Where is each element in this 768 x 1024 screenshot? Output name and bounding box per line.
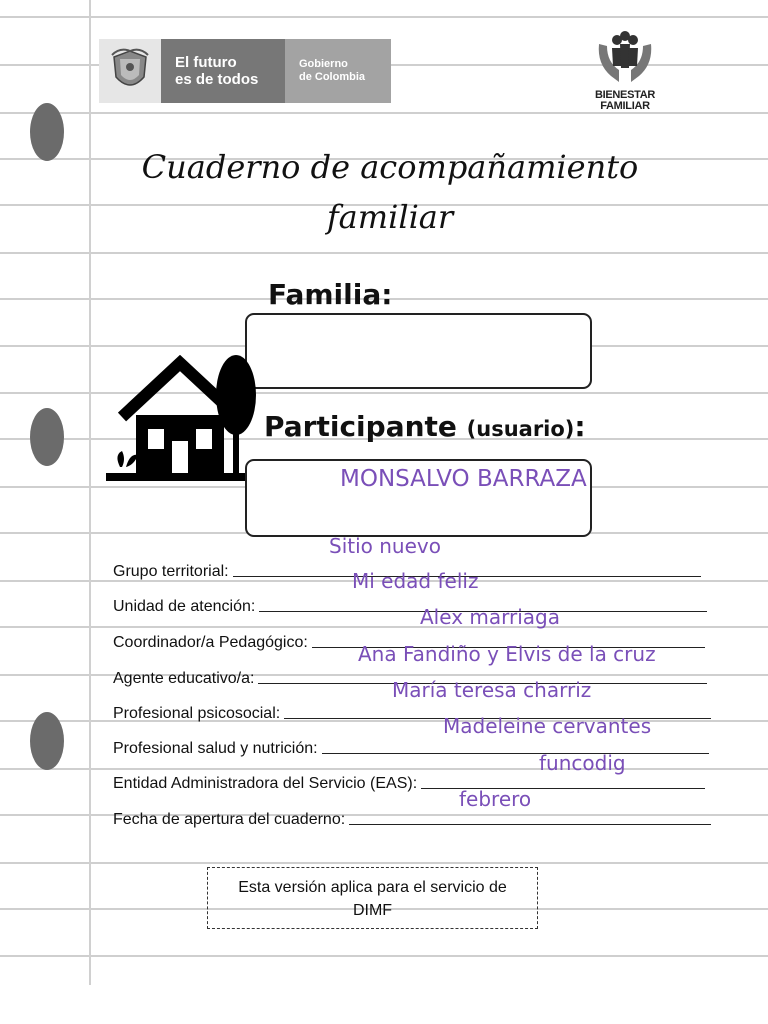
value-fecha-apertura: febrero (459, 787, 532, 811)
participante-label-text: Participante (264, 410, 457, 443)
familia-input[interactable] (245, 313, 592, 389)
page-title (120, 142, 660, 242)
bf-logo-line2: FAMILIAR (600, 100, 650, 112)
field-label: Profesional salud y nutrición: (113, 740, 318, 757)
bienestar-familiar-logo (580, 30, 670, 114)
binder-hole (30, 712, 64, 770)
field-label: Grupo territorial: (113, 563, 229, 580)
hands-family-icon (593, 30, 657, 86)
margin-line (89, 0, 91, 985)
rule-line (0, 768, 768, 770)
value-coordinador-pedagogico: Alex marriaga (420, 605, 560, 629)
field-unidad-atencion[interactable] (113, 598, 707, 616)
field-entidad-administradora[interactable] (113, 775, 705, 793)
field-label: Unidad de atención: (113, 598, 256, 615)
field-label: Profesional psicosocial: (113, 705, 281, 722)
binder-hole (30, 408, 64, 466)
familia-label: Familia: (268, 278, 393, 311)
rule-line (0, 955, 768, 957)
rule-line (0, 16, 768, 18)
title-line2: familiar (326, 198, 454, 236)
house-tree-icon (106, 355, 264, 483)
rule-line (0, 252, 768, 254)
gov-name-line2: de Colombia (299, 71, 366, 83)
value-entidad-administradora: funcodig (539, 751, 626, 775)
colombia-coat-of-arms-icon (99, 39, 161, 103)
participante-qualifier: (usuario) (466, 417, 575, 441)
field-label: Fecha de apertura del cuaderno: (113, 811, 346, 828)
participante-colon: : (574, 410, 586, 443)
field-line (349, 823, 711, 825)
rule-line (0, 862, 768, 864)
gov-slogan-line1: El futuro (175, 54, 237, 71)
binder-hole (30, 103, 64, 161)
gov-name-line1: Gobierno (299, 58, 348, 70)
value-profesional-salud: Madeleine cervantes (443, 714, 652, 738)
value-grupo-territorial: Sitio nuevo (329, 534, 441, 558)
field-label: Coordinador/a Pedagógico: (113, 634, 308, 651)
value-unidad-atencion: Mi edad feliz (352, 569, 479, 593)
version-note-line2: DIMF (352, 902, 393, 919)
gov-name (285, 39, 391, 103)
gobierno-colombia-logo (99, 39, 391, 103)
bf-logo-line1: BIENESTAR (594, 89, 656, 101)
field-fecha-apertura[interactable] (113, 811, 711, 829)
participante-value: MONSALVO BARRAZA (340, 466, 587, 492)
title-line1: Cuaderno de acompañamiento (141, 148, 639, 186)
gov-slogan (161, 39, 285, 103)
field-line (322, 752, 709, 754)
value-profesional-psicosocial: María teresa charriz (392, 678, 592, 702)
field-label: Entidad Administradora del Servicio (EAS): (113, 775, 418, 792)
version-note (207, 867, 538, 929)
rule-line (0, 626, 768, 628)
value-agente-educativo: Ana Fandiño y Elvis de la cruz (358, 642, 656, 666)
participante-label (264, 410, 586, 443)
gov-slogan-line2: es de todos (175, 71, 259, 88)
field-label: Agente educativo/a: (113, 670, 255, 687)
version-note-line1: Esta versión aplica para el servicio de (238, 879, 507, 896)
